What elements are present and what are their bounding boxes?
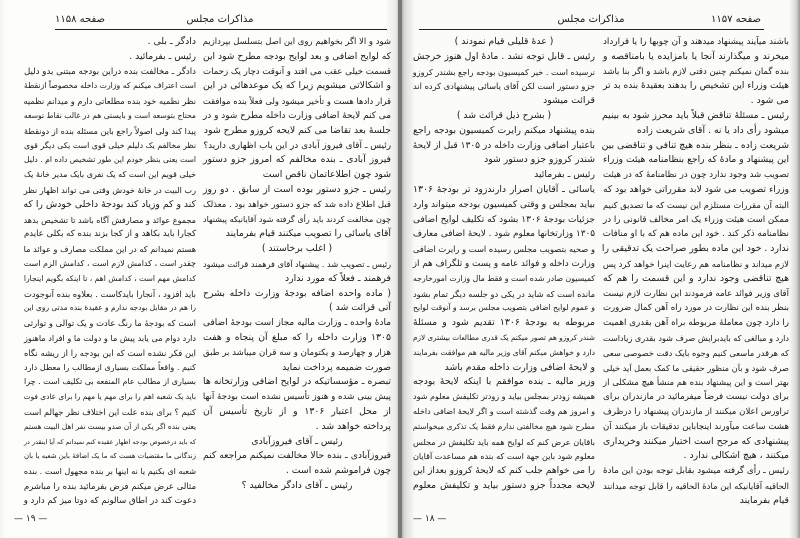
text-line: پرداخته خواهد شد .	[315, 420, 391, 432]
text-line: برای دولت نیست فرضاً میفرمائید در مازندران برای	[603, 392, 789, 403]
text-line: رئیس ـ تصویب شد . پیشنهاد آقای فرهمند قرائت میشود	[202, 258, 391, 269]
text-line: صورت ضمیمه پرداخت نماید	[282, 361, 391, 373]
text-line: ( بشرح ذیل قرائت شد )	[456, 109, 552, 121]
text-line: همیشه زودتر بمجلس بیاید و زودتر تکلیفش معلوم شود	[413, 392, 595, 402]
text-line: تصویب شد وجود ندارد چون در نظامنامهٔ که در هیئت	[603, 170, 789, 181]
text-line: باعتبار اضافی وزارت داخله در ۱۳۰۵ قبل از لایحهٔ	[412, 140, 595, 151]
text-line: ۱۳۰۵ وزارت داخله را که مبلغ آن پنجاه و هفت	[203, 331, 391, 343]
text-line: هستم نمیدانم که در این مملکت مصارف و عوائد ما	[23, 244, 196, 255]
text-line: میشود رأی داد یا نه . آقای شریعت زاده	[636, 124, 789, 136]
book-spine-fold	[398, 0, 402, 538]
text-line: دادگر ـ بلی .	[147, 36, 196, 47]
text-line: و اشکالاتی میشویم زیرا که یک موعدهائی در این	[203, 80, 391, 92]
text-line: محتاج بتوسعه است و بایستی هم در غالب نقاط توسعه	[23, 110, 196, 120]
text-line: و لایحهٔ اضافی وزارت داخله مقدم باشد	[444, 361, 595, 373]
text-line: است یعنی بنظر خودم این طور تشخیص داده ام . دلیل	[24, 155, 196, 165]
text-line: نظر مخالفم یک دلیلم خیلی قوی است یکی دیگر قوی	[24, 140, 196, 150]
header-rule	[419, 29, 764, 30]
text-line: لازم میداند و نظامنامه هم رعایت اینرا خواهد کرد پس	[602, 258, 789, 269]
text-line: دارد و مبالغی که بایدبرایش صرف شود بقدری زیاداست	[603, 332, 789, 343]
text-line: ۱۳۰۵ وزارتخانها معلوم شود . لایحهٔ اضافی معارف	[412, 229, 595, 240]
text-line: بهتر است و این پیشنهاد بنده هم منشأ هیچ مشکلی از	[603, 377, 789, 388]
text-line: هیئت وزراء این تشخیص را بدهند بعقیدهٔ بنده بد تر	[603, 81, 789, 92]
text-line: بیاید بمجلس و وقتی کمیسیون بودجه میتواند وارد	[413, 199, 595, 210]
text-line: نظامنامه ذکر کند . خود این ماده هم که با او منافات	[602, 229, 789, 240]
running-title: مذاکرات مجلس	[186, 14, 254, 25]
text-line: را می خواهم جلب کنم که لایحهٔ کروزو بعداز این	[413, 466, 595, 477]
text-line: دادگر ـ مخالفت بنده دراین بودجه مبتنی بدو دلیل	[23, 66, 196, 77]
text-line: بنده گمان نمیکنم چنین دقتی لازم باشد و اگر بنا باشد	[602, 66, 789, 77]
text-line: رئیس ـ بفرمائید	[534, 169, 595, 181]
page-header	[55, 14, 385, 28]
text-line: بنظر بنده این نظارت در مورد راه آهن کمال ضرورت	[603, 303, 789, 314]
text-line: فرهمند ـ فعلاً که مورد ندارد	[284, 272, 391, 284]
text-line: پیدا کند ولی اصولاً راجع باین مسئله بنده از دونقطهٔ	[24, 125, 196, 136]
text-line: رئیس ـ آقای فیروز آبادی در این باب اظهاری دارید؟	[203, 140, 391, 151]
text-line: هیچ تناقضی وجود ندارد و این قسمت را هم که	[603, 272, 789, 284]
text-line: مادهٔ واحده ـ وزارت مالیه مجاز است بودجهٔ اضافی	[203, 318, 391, 329]
text-line: رئیس ـ قابل توجه نشد . مادهٔ اول هنوز خرجش	[413, 50, 595, 62]
text-line: قیام بفرمایند	[739, 494, 789, 506]
text-line: را دارد چون معاملهٔ مربوطه براه آهن بقدری اهمیت	[603, 318, 789, 329]
text-line: نرسیده است . خیر کمیسیون بودجه راجع بشندر کروزو	[412, 66, 595, 77]
text-line: چقدر است ، کدامش لازم است ، کدامش الزم است	[23, 258, 196, 268]
text-line: خیلی قویم این است که یک نفری بایک مدیر خانهٔ یک	[24, 170, 196, 180]
text-line: که لوایح اضافی و بعد لوایح بودجه مطرح شود این	[203, 51, 391, 62]
text-line: می شود .	[750, 95, 789, 107]
text-line: مربوطه به بودجهٔ ۱۳۰۶ تقدیم شود و مسئلهٔ	[413, 317, 595, 329]
text-line: که باید درخصوص بودجه اظهار عقیده کنم نمیدانم که آیا اینقدر در	[23, 437, 196, 446]
text-line: کجارا باید بکاهد و از کجا بزند بنده که بکلی عایدم	[24, 229, 196, 240]
text-line: کنیم . واقعاً مملکت بسیاری ازمطالب را معطل دارد	[24, 362, 196, 372]
text-line: جلسهٔ بعد تقاضا می کنم لایحه کروزو مطرح شود	[203, 124, 391, 136]
text-line: باشند میآیند پیشنهاد میدهند و آن چوبها را یا قرارداد	[603, 37, 789, 47]
page-footer-number: — ۱۹ —	[14, 514, 48, 524]
text-line: لایحه مجدداً جزو دستور بیاید و تکلیفش معلوم	[413, 479, 595, 491]
text-line: رئیس ـ جزو دستور بوده است از سابق . دو روز	[203, 183, 391, 195]
text-line: نظر نظمیه خود بنده مطلعاتی دارم و میدانم نظمیه	[23, 96, 196, 107]
text-line: دعوت کند در اطاق سالونم که دوتا میز کم دارد و	[23, 495, 196, 506]
text-line: ممکن است هیئت وزراء یک امر مخالف قانونی را در	[603, 214, 789, 225]
text-line: جزو دستور است لکن آقای یاسائی پیشنهادی کرده اند	[413, 81, 595, 92]
text-line: معلوم شود باین جهة است که بنده هم مساعدت آقایان	[412, 451, 595, 462]
page-number-label: صفحه ۱۱۵۸	[55, 14, 106, 25]
text-line: قرار دادها هست و تأخیر میشود ولی فعلاً بنده موافقت	[202, 96, 391, 107]
text-line: وزارت داخله و فوائد عامه و پست و تلگراف هم از	[412, 258, 595, 269]
text-line: میکنند ، هیچ اشکالی ندارد .	[683, 450, 789, 462]
page-number-label: صفحه ۱۱۵۷	[710, 14, 761, 25]
text-line: زندگانی ما مقتضیات هست که ما یک اضافهٔ باین شعبه یا بان	[24, 452, 196, 461]
text-line: رئیس ـ آقای دادگر مخالفید ؟	[241, 479, 353, 491]
text-line: رب البیت در خانهٔ خودش وقتی می تواند اظهار نظر	[23, 184, 196, 195]
text-column-left	[24, 35, 196, 509]
text-line: مطرح شود هیچ مخالفتی ندارم فقط یک تذکری میخواستم	[412, 421, 595, 431]
text-line: است که بودجهٔ ما رنگ عادت و یک توالی و توارثی	[23, 318, 196, 329]
text-line: که هرقدر ماسعی کنیم وجوه بایک دقت خصوصی سعی	[603, 347, 789, 358]
text-line: کدامش مهم است ، کدامش اهم ، تا اینکه بگویم اینجارا	[23, 273, 196, 283]
text-line: تراورس اعلان میکنند از مازندران پیشنهاد را درظرف	[603, 406, 789, 417]
text-line: چون فراموشم شده است .	[285, 465, 391, 477]
text-line: باید افزود ، آنجارا بایدکاست . بعلاوه بنده آنوجودت	[24, 288, 196, 299]
text-line: پیشنهادی که مرجح است اختیار میکنند وخریداری	[603, 435, 789, 447]
text-line: مثالی عرض میکنم فرض بفرمائید بنده را مباشرم	[24, 480, 196, 491]
text-line: از محل اعتبار ۱۳۰۶ و از تاریخ تأسیس آن	[203, 405, 391, 417]
text-line: کمیسیون صادر شده است و فقط مال وزارت امورخارجه	[413, 273, 595, 283]
header-rule	[55, 29, 387, 30]
text-line: شندر کروزو جزو دستور شود	[484, 154, 595, 166]
page-header	[421, 14, 761, 28]
text-line: بسیاری از مطالب عام المنفعه بی تکلیف است . چرا	[24, 377, 196, 387]
text-line: البته آن مقررات مستلزم این نیست که ما تصدیق کنیم	[603, 199, 789, 210]
text-line: ( عدهٔ قلیلی قیام نمودند )	[454, 36, 554, 47]
text-line: فیروز آبادی ـ بنده مخالفم که امروز جزو دستور	[203, 154, 391, 166]
text-line: مجموع عوائد و مصارفش آگاه باشد تا تشخیص بدهد	[23, 214, 196, 225]
text-line: این فکر نشده است که این بودجه را از ریشه نگاه	[24, 347, 196, 358]
text-line: تبصره ـ مؤسساتیکه در لوایح اضافی وزارتخانه ها	[203, 376, 391, 388]
text-line: شود و الا اگر بخواهیم روی این اصل بتسلسل بپردازیم	[202, 37, 391, 47]
text-line: قسمت خیلی عقب می افتد و آنوقت دچار یک زحمات	[202, 66, 391, 77]
text-line: الحاقیه آقایانیکه این مادهٔ الحاقیه را قابل توجه میدانند	[603, 480, 789, 491]
text-line: و صحیه بتصویب مجلس رسیده است و رایرت اضافی	[413, 244, 595, 255]
text-column-right	[603, 35, 789, 509]
text-line: آقای یاسائی را تصویب میکنند قیام بفرمایند	[225, 228, 391, 240]
text-line: وزیر مالیه ـ بنده موافقم با اینکه لایحهٔ بودجه	[413, 376, 595, 388]
text-line: فیروزآبادی ـ بنده حالا مخالفت نمیکنم مراجعه کنم	[203, 450, 391, 462]
text-line: میخرند و میگذارند آنجا یا بامزایده یا بامناقصه و	[603, 50, 789, 62]
text-line: مانده است که شاید در یکی دو جلسه دیگر تمام بشود	[413, 288, 595, 299]
text-line: شود چون اطلاعاتمان ناقص است	[262, 169, 391, 181]
text-line: ندارد . خود این ماده بطور صراحت یک تدقیقی را	[601, 243, 789, 255]
text-line: است اعتراف میکنم که وزارت داخله مخصوصاً ازنقطهٔ	[24, 81, 196, 91]
right-page	[401, 0, 800, 538]
text-line: می کنم لایحهٔ اضافی وزارت داخله مطرح شود و در	[203, 110, 391, 121]
text-line: وزراء تصویب می شود لابد مقرراتی خواهد بود که	[603, 184, 789, 195]
text-line: صرف شود و بآن منظور حقیقی ما کمک بعمل آید خیلی	[603, 362, 789, 373]
text-line: دارد دوام می یابد پیش ما و دولت ما و افراد ماهنوز	[24, 332, 196, 343]
text-line: شعبه ای بکنیم یا نه اینها بر بنده مجهول است . بنده	[23, 466, 196, 477]
text-line: ( اغلب برخاستند )	[261, 243, 333, 255]
text-line: آتی قرائت شد )	[329, 302, 391, 314]
text-line: هشت ساعت میآورند اینجاباین تدقیقات باز میکنند آن	[603, 421, 789, 432]
text-line: آقای وزیر فوائد عامه فرمودند این نظارت لازم نیست	[603, 288, 789, 299]
text-line: قبل اطلاع داده شد که جزو دستور خواهد بود . معذلک	[203, 199, 391, 210]
text-line: رئیس ـ رأی گرفته میشود بقابل توجه بودن این مادهٔ	[603, 466, 789, 477]
text-line: رئیس ـ آقای فیروزآبادی	[251, 435, 343, 447]
text-line: باید یک شعبه اهم را برای مهم یا مهم را برای عادی فوت	[23, 392, 196, 402]
text-line: و امروز هم وقت گذشته است و اگر لایحهٔ اضافی داخله	[413, 406, 595, 416]
left-page	[0, 0, 399, 538]
text-line: کند و کم وزیاد کند بودجهٔ داخلی خودش را که	[23, 198, 196, 210]
text-line: پیش بینی شده و هنوز تأسیس نشده است بودجهٔ آنها	[202, 392, 391, 403]
running-title: مذاکرات مجلس	[557, 14, 625, 25]
text-line: هزار و چهارصد و یکتومان و سه قران میباشد بر طبق	[203, 347, 391, 358]
text-line: شریعت زاده ـ بنظر بنده هیچ تنافی و تناقضی بین	[601, 139, 789, 151]
text-line: بنده پیشنهاد میکنم رایرت کمیسیون بودجه راجع	[413, 124, 595, 136]
text-line: جزئیات بودجهٔ ۱۳۰۶ بشود که تکلیف لوایح اضافی	[413, 214, 595, 225]
page-footer-number: — ۱۸ —	[413, 514, 447, 524]
text-line: کنیم ؟ برای بنده علت این اختلاف نظر جهالم است	[24, 406, 196, 417]
text-line: چون مخالفت کردند باید رأی گرفته شود آقایانیکه پیشنهاد	[203, 214, 391, 224]
text-line: یاسائی ـ آقایان اصرار دارندزود تر بودجهٔ ۱۳۰۶	[413, 183, 595, 195]
text-line: را هم در مقابل بودجه ندارم و عقیدهٔ بنده مدتی روی این	[23, 303, 196, 313]
text-line: قرائت میشود	[543, 95, 595, 107]
text-line: دارد و خواهش میکنم آقای وزیر مالیه هم موافقت بفرمایند	[413, 347, 595, 357]
text-line: شندر کروزو هم تصور میکنم یک قدری مطالعات بیشتری لازم	[413, 332, 595, 342]
text-column-right	[203, 35, 391, 494]
text-line: باقایان عرض کنم که لوایح همه باید تکلیفش در مجلس	[413, 436, 595, 447]
text-column-left	[413, 35, 595, 494]
text-line: یعنی بنده اگر یکی از آن صدو بیست نفر اهل البیت هستم	[24, 421, 196, 431]
text-line: این پیشنهاد و مادهٔ که راجع بنظامنامه هیئت وزراء	[603, 155, 789, 166]
text-line: رئیس ـ مسئلهٔ تناقض قبلاً باید محرز شود به بینیم	[601, 109, 789, 121]
text-line: ( ماده واحده اضافه بودجهٔ وزارت داخله بشرح	[203, 287, 391, 299]
text-line: و عموم لوایح اضافی بتصویب مجلس برسد و آنوقت لوایح	[413, 303, 595, 313]
text-line: رئیس ـ بفرمائید .	[129, 50, 196, 62]
